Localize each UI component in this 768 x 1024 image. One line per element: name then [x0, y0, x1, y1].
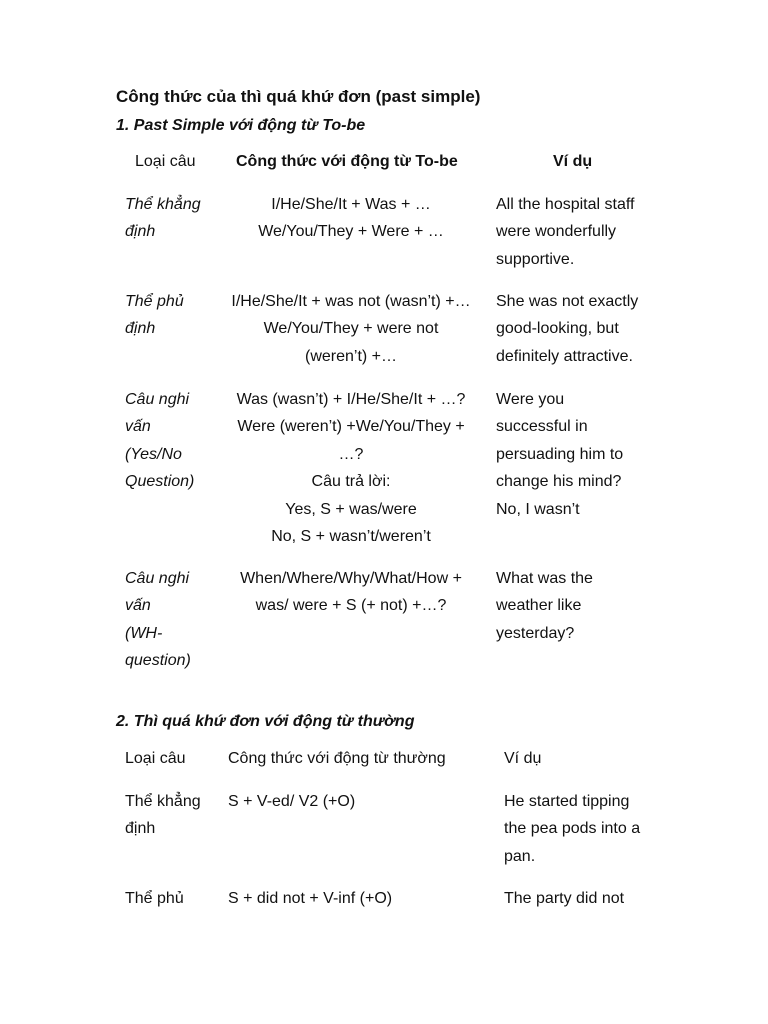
row-formula: I/He/She/It + Was + … We/You/They + Were + … — [258, 196, 444, 241]
section-2-heading: 2. Thì quá khứ đơn với động từ thường — [116, 713, 415, 730]
table-2-header-formula: Công thức với động từ thường — [228, 750, 446, 767]
row-example: Were you successful in persuading him to change his mind? No, I wasn’t — [496, 391, 624, 518]
row-type: Câu nghi vấn (Yes/No Question) — [125, 391, 195, 491]
row-formula: I/He/She/It + was not (wasn’t) +… We/You/They + were not (weren’t) +… — [231, 293, 471, 365]
row-formula: S + did not + V-inf (+O) — [228, 890, 393, 907]
table-1-header-formula: Công thức với động từ To-be — [236, 153, 458, 170]
row-type: Thể khẳng định — [125, 196, 201, 241]
table-1-header-example: Ví dụ — [553, 153, 593, 170]
row-example: What was the weather like yesterday? — [496, 570, 593, 642]
row-type: Câu nghi vấn (WH- question) — [125, 570, 191, 670]
row-type: Thể khẳng định — [125, 793, 201, 838]
row-example: He started tipping the pea pods into a pan. — [504, 793, 641, 865]
table-2-header-example: Ví dụ — [504, 750, 542, 767]
table-2-header-type: Loại câu — [125, 750, 186, 767]
row-formula: S + V-ed/ V2 (+O) — [228, 793, 356, 810]
row-example: She was not exactly good-looking, but definitely attractive. — [496, 293, 639, 365]
row-formula: Was (wasn’t) + I/He/She/It + …? Were (weren’t) +We/You/They + …? Câu trả lời: Yes, S + was/were No, S + wasn’t/weren’t — [236, 391, 466, 546]
section-1-heading: 1. Past Simple với động từ To-be — [116, 117, 366, 134]
row-example: The party did not — [504, 890, 625, 907]
page-title: Công thức của thì quá khứ đơn (past simple) — [116, 87, 481, 106]
row-type: Thể phủ — [125, 890, 184, 907]
row-example: All the hospital staff were wonderfully supportive. — [496, 196, 635, 268]
row-formula: When/Where/Why/What/How + was/ were + S (+ not) +…? — [240, 570, 462, 615]
row-type: Thể phủ định — [125, 293, 184, 338]
table-1-header-type: Loại câu — [135, 153, 196, 170]
